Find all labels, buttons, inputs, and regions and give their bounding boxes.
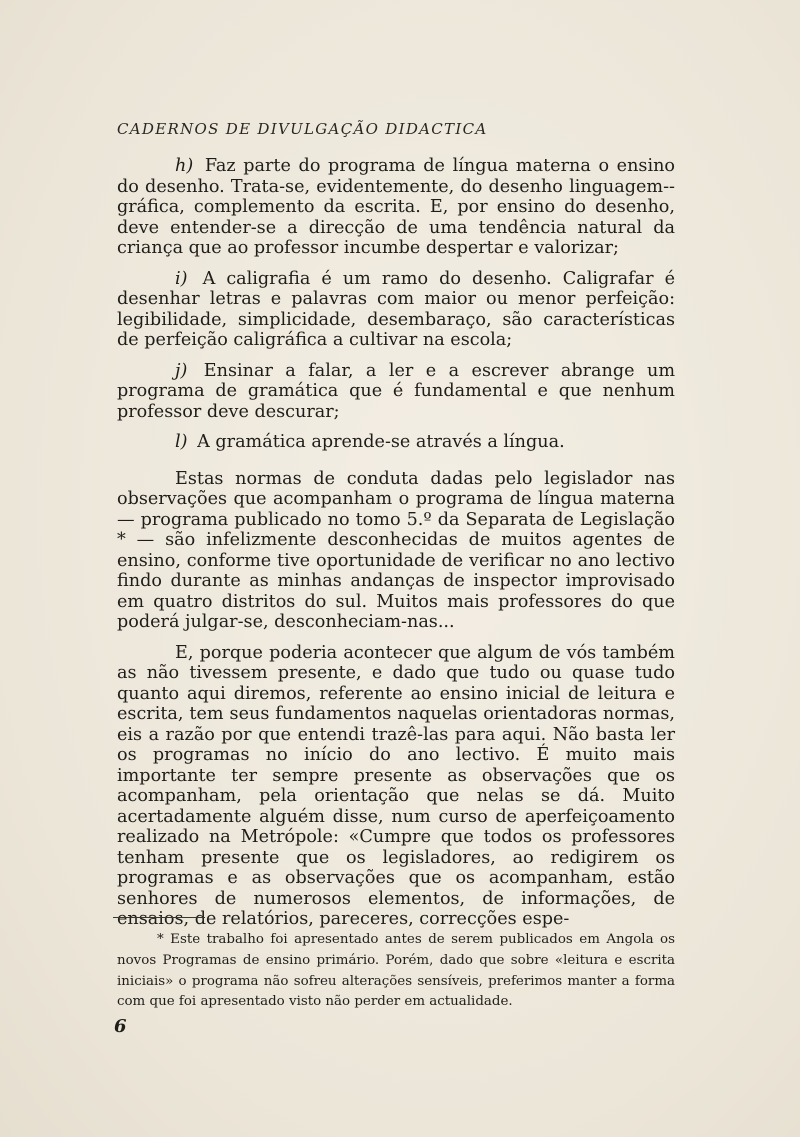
page-number: 6 bbox=[114, 1016, 127, 1037]
footnote: * Este trabalho foi apresentado antes de serem publicados em Angola os novos Programas de ensino primário. Porém, dado que sobre «leitura e escrita iniciais» o programa não sofreu alterações sensíveis, preferimos manter a forma com que foi apresentado visto não perder em actualidade. bbox=[117, 932, 675, 1010]
item-label-j: j) bbox=[175, 360, 188, 381]
running-head: CADERNOS DE DIVULGAÇÃO DIDACTICA bbox=[117, 120, 488, 138]
paragraph-h bbox=[117, 156, 675, 259]
paragraph-text: A gramática aprende-se através a língua. bbox=[197, 432, 565, 452]
paragraph-i bbox=[117, 269, 675, 351]
footnote-divider bbox=[113, 917, 205, 918]
paragraph-text: A caligrafia é um ramo do desenho. Caligrafar é desenhar letras e palavras com maior ou menor perfeição: legibilidade, simplicidade, desembaraço, são características de perfeição caligráfica a cultivar na escola; bbox=[117, 268, 675, 350]
item-label-l: l) bbox=[175, 432, 188, 452]
paragraph-l bbox=[117, 432, 675, 453]
item-label-i: i) bbox=[175, 268, 188, 289]
item-label-h: h) bbox=[175, 156, 194, 176]
paragraph-j bbox=[117, 361, 675, 423]
paragraph-norms: Estas normas de conduta dadas pelo legislador nas observações que acompanham o programa de língua materna — programa publicado no tomo 5.º da Separata de Legislação * — são infelizmente desconhecidas de muitos agentes de ensino, conforme tive oportunidade de verificar no ano lectivo findo durante as minhas andanças de inspector improvisado em quatro distritos do sul. Muitos mais professores do que poderá julgar-se, desconheciam-nas... bbox=[117, 468, 675, 632]
paragraph-programs: E, porque poderia acontecer que algum de vós também as não tivessem presente, e dado que tudo ou quase tudo quanto aqui diremos, referente ao ensino inicial de leitura e escrita, tem seus fundamentos naquelas orientadoras normas, eis a razão por que entendi trazê-las para aqui. Não basta ler os programas no início do ano lectivo. É muito mais importante ter sempre presente as observações que os acompanham, pela orientação que nelas se dá. Muito acertadamente alguém disse, num curso de aperfeiçoamento realizado na Metrópole: «Cumpre que todos os professores tenham presente que os legisladores, ao redigirem os programas e as observações que os acompanham, estão senhores de numerosos elementos, de informações, de ensaios, de relatórios, pareceres, correcções espe- bbox=[117, 642, 675, 929]
paragraph-text: Ensinar a falar, a ler e a escrever abrange um programa de gramática que é fundamental e que nenhum professor deve descurar; bbox=[117, 360, 676, 422]
body-text bbox=[117, 156, 675, 940]
paragraph-text: Faz parte do programa de língua materna o ensino do desenho. Trata-se, evidentemente, do desenho linguagem--gráfica, complemento da escrita. E, por ensino do desenho, deve entender-se a direcção de uma tendência natural da criança que ao professor incumbe despertar e valorizar; bbox=[117, 156, 675, 258]
